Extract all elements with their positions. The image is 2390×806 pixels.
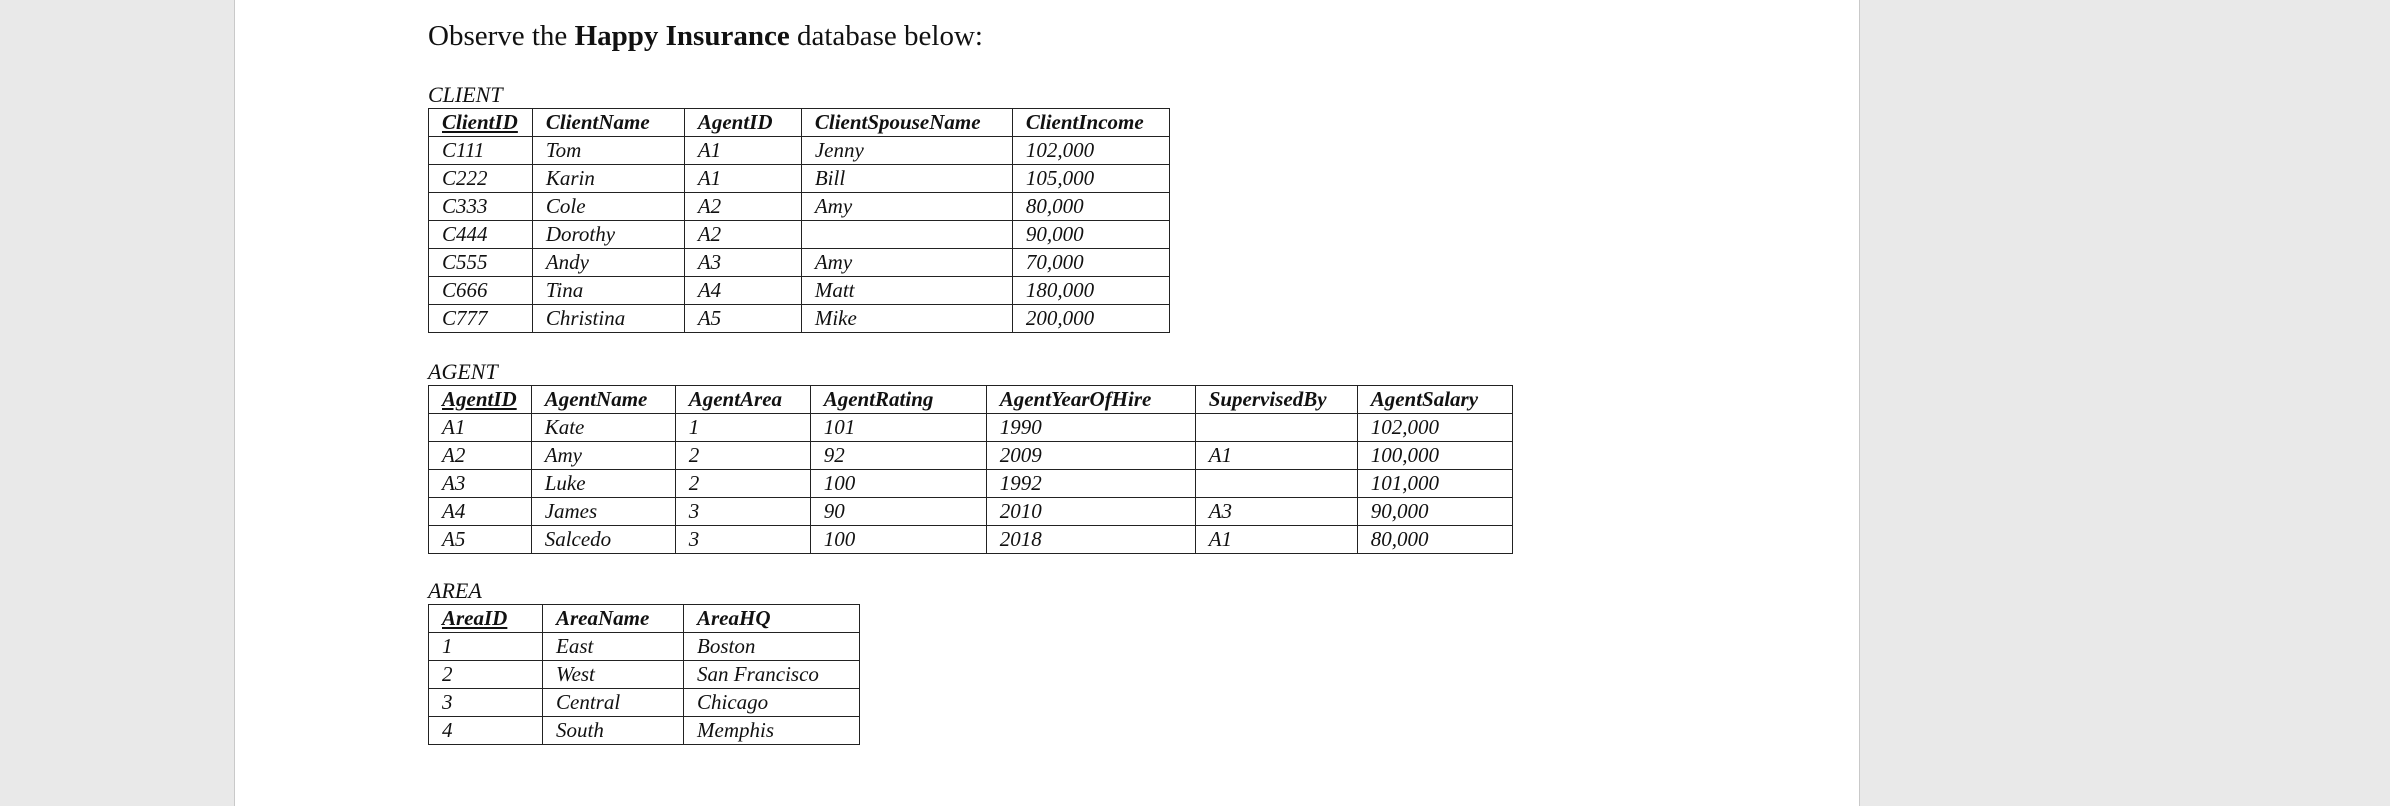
client-cell: Cole <box>532 193 684 221</box>
agent-header-cell: AgentYearOfHire <box>986 386 1195 414</box>
client-header-row <box>429 109 1170 137</box>
agent-cell: Salcedo <box>531 526 675 554</box>
agent-cell: 1990 <box>986 414 1195 442</box>
client-cell: 90,000 <box>1012 221 1169 249</box>
area-cell: 4 <box>429 717 543 745</box>
area-row <box>429 717 860 745</box>
client-cell: Christina <box>532 305 684 333</box>
client-cell: Dorothy <box>532 221 684 249</box>
agent-header-cell: AgentID <box>429 386 532 414</box>
client-cell: A4 <box>684 277 801 305</box>
area-cell: Memphis <box>684 717 860 745</box>
area-cell: South <box>543 717 684 745</box>
agent-cell: A2 <box>429 442 532 470</box>
agent-cell: 2009 <box>986 442 1195 470</box>
client-cell: 80,000 <box>1012 193 1169 221</box>
client-row <box>429 305 1170 333</box>
agent-cell: 3 <box>675 526 810 554</box>
client-cell: C777 <box>429 305 533 333</box>
client-cell: A2 <box>684 193 801 221</box>
agent-cell: A1 <box>429 414 532 442</box>
agent-cell: 1992 <box>986 470 1195 498</box>
agent-cell: A1 <box>1195 442 1357 470</box>
client-cell: A1 <box>684 137 801 165</box>
area-cell: San Francisco <box>684 661 860 689</box>
intro-paragraph <box>428 18 1513 54</box>
agent-cell: 100,000 <box>1357 442 1512 470</box>
area-cell: 3 <box>429 689 543 717</box>
agent-cell: James <box>531 498 675 526</box>
client-cell: Andy <box>532 249 684 277</box>
client-cell: C333 <box>429 193 533 221</box>
agent-header-row <box>429 386 1513 414</box>
client-cell: C222 <box>429 165 533 193</box>
agent-header-cell: SupervisedBy <box>1195 386 1357 414</box>
area-row <box>429 661 860 689</box>
agent-table <box>428 385 1513 554</box>
client-cell: Karin <box>532 165 684 193</box>
client-cell: 105,000 <box>1012 165 1169 193</box>
client-cell: C444 <box>429 221 533 249</box>
agent-cell: A3 <box>1195 498 1357 526</box>
client-header-cell: ClientSpouseName <box>801 109 1012 137</box>
document-page <box>234 0 1860 806</box>
agent-cell: 2010 <box>986 498 1195 526</box>
agent-cell: 100 <box>810 470 986 498</box>
client-table <box>428 108 1170 333</box>
client-row <box>429 221 1170 249</box>
area-cell: East <box>543 633 684 661</box>
agent-cell: A1 <box>1195 526 1357 554</box>
agent-row <box>429 414 1513 442</box>
client-cell: A2 <box>684 221 801 249</box>
agent-header-cell: AgentArea <box>675 386 810 414</box>
client-cell: 200,000 <box>1012 305 1169 333</box>
agent-table-caption: AGENT <box>428 359 498 384</box>
client-cell: A3 <box>684 249 801 277</box>
agent-cell: 90,000 <box>1357 498 1512 526</box>
area-cell: West <box>543 661 684 689</box>
client-cell: Matt <box>801 277 1012 305</box>
database-name: Happy Insurance <box>574 20 790 52</box>
agent-cell: 100 <box>810 526 986 554</box>
area-row <box>429 689 860 717</box>
agent-header-cell: AgentName <box>531 386 675 414</box>
agent-cell: Luke <box>531 470 675 498</box>
agent-cell: 101,000 <box>1357 470 1512 498</box>
client-row <box>429 193 1170 221</box>
area-cell: Chicago <box>684 689 860 717</box>
area-cell: 2 <box>429 661 543 689</box>
client-cell: Amy <box>801 193 1012 221</box>
agent-cell: 2 <box>675 442 810 470</box>
agent-cell: A5 <box>429 526 532 554</box>
agent-header-cell: AgentRating <box>810 386 986 414</box>
agent-cell: 80,000 <box>1357 526 1512 554</box>
area-cell: Central <box>543 689 684 717</box>
agent-row <box>429 442 1513 470</box>
agent-cell: 2018 <box>986 526 1195 554</box>
client-cell: Mike <box>801 305 1012 333</box>
agent-cell: 2 <box>675 470 810 498</box>
client-cell: Jenny <box>801 137 1012 165</box>
area-table-caption: AREA <box>428 578 482 603</box>
client-row <box>429 137 1170 165</box>
client-cell: 70,000 <box>1012 249 1169 277</box>
area-table <box>428 604 860 745</box>
agent-cell: 3 <box>675 498 810 526</box>
document-content <box>428 18 1513 745</box>
agent-row <box>429 470 1513 498</box>
client-cell: Tina <box>532 277 684 305</box>
agent-cell: 1 <box>675 414 810 442</box>
client-header-cell: ClientIncome <box>1012 109 1169 137</box>
area-row <box>429 633 860 661</box>
area-header-cell: AreaID <box>429 605 543 633</box>
agent-cell <box>1195 414 1357 442</box>
client-cell: C555 <box>429 249 533 277</box>
client-table-caption: CLIENT <box>428 82 503 107</box>
client-cell: Bill <box>801 165 1012 193</box>
client-row <box>429 249 1170 277</box>
agent-cell: 90 <box>810 498 986 526</box>
intro-text-after: database below: <box>789 20 983 52</box>
agent-header-cell: AgentSalary <box>1357 386 1512 414</box>
spacer <box>428 554 1513 578</box>
area-header-row <box>429 605 860 633</box>
agent-row <box>429 498 1513 526</box>
agent-cell: 102,000 <box>1357 414 1512 442</box>
area-cell: Boston <box>684 633 860 661</box>
spacer <box>428 333 1513 359</box>
client-cell: Tom <box>532 137 684 165</box>
area-cell: 1 <box>429 633 543 661</box>
client-cell: A5 <box>684 305 801 333</box>
area-header-cell: AreaHQ <box>684 605 860 633</box>
area-header-cell: AreaName <box>543 605 684 633</box>
client-cell <box>801 221 1012 249</box>
intro-text-before: Observe the <box>428 20 575 52</box>
client-header-cell: ClientName <box>532 109 684 137</box>
client-header-cell: AgentID <box>684 109 801 137</box>
client-cell: 180,000 <box>1012 277 1169 305</box>
agent-cell: 92 <box>810 442 986 470</box>
client-cell: C666 <box>429 277 533 305</box>
agent-cell: Kate <box>531 414 675 442</box>
client-row <box>429 277 1170 305</box>
agent-row <box>429 526 1513 554</box>
agent-cell: A3 <box>429 470 532 498</box>
client-row <box>429 165 1170 193</box>
agent-cell: A4 <box>429 498 532 526</box>
client-cell: A1 <box>684 165 801 193</box>
agent-cell: Amy <box>531 442 675 470</box>
client-cell: C111 <box>429 137 533 165</box>
agent-cell: 101 <box>810 414 986 442</box>
client-cell: 102,000 <box>1012 137 1169 165</box>
client-cell: Amy <box>801 249 1012 277</box>
agent-cell <box>1195 470 1357 498</box>
client-header-cell: ClientID <box>429 109 533 137</box>
